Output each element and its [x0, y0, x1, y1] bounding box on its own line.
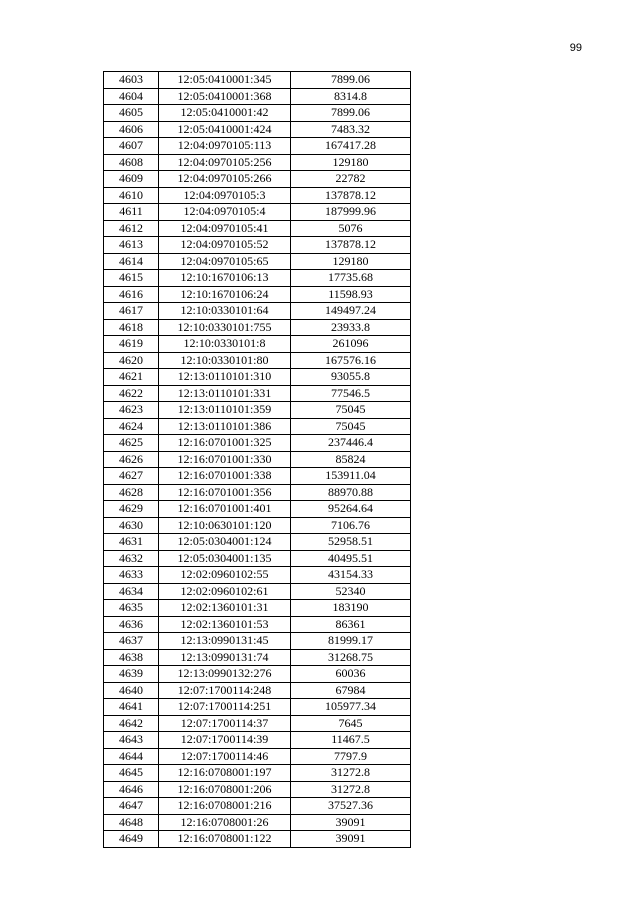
table-row: [104, 534, 411, 551]
cadastral-number-cell: 12:04:0970105:41: [159, 220, 291, 237]
value-cell: 22782: [291, 171, 411, 188]
value-cell: 39091: [291, 814, 411, 831]
value-cell: 43154.33: [291, 567, 411, 584]
row-number-cell: 4643: [104, 732, 159, 749]
cadastral-number-cell: 12:07:1700114:37: [159, 715, 291, 732]
table-row: [104, 649, 411, 666]
value-cell: 7797.9: [291, 748, 411, 765]
row-number-cell: 4633: [104, 567, 159, 584]
cadastral-number-cell: 12:16:0701001:325: [159, 435, 291, 452]
cadastral-number-cell: 12:13:0110101:386: [159, 418, 291, 435]
cadastral-number-cell: 12:04:0970105:113: [159, 138, 291, 155]
row-number-cell: 4621: [104, 369, 159, 386]
table-row: [104, 385, 411, 402]
cadastral-number-cell: 12:02:1360101:53: [159, 616, 291, 633]
table-row: [104, 765, 411, 782]
row-number-cell: 4605: [104, 105, 159, 122]
table-row: [104, 204, 411, 221]
table-row: [104, 237, 411, 254]
table-body: [104, 72, 411, 848]
table-row: [104, 831, 411, 848]
value-cell: 7483.32: [291, 121, 411, 138]
value-cell: 60036: [291, 666, 411, 683]
row-number-cell: 4628: [104, 484, 159, 501]
table-row: [104, 286, 411, 303]
cadastral-number-cell: 12:04:0970105:3: [159, 187, 291, 204]
value-cell: 5076: [291, 220, 411, 237]
row-number-cell: 4617: [104, 303, 159, 320]
row-number-cell: 4603: [104, 72, 159, 89]
row-number-cell: 4632: [104, 550, 159, 567]
table-row: [104, 154, 411, 171]
table-row: [104, 798, 411, 815]
row-number-cell: 4640: [104, 682, 159, 699]
cadastral-number-cell: 12:05:0410001:424: [159, 121, 291, 138]
cadastral-number-cell: 12:04:0970105:4: [159, 204, 291, 221]
row-number-cell: 4618: [104, 319, 159, 336]
value-cell: 167576.16: [291, 352, 411, 369]
table-row: [104, 732, 411, 749]
table-row: [104, 303, 411, 320]
cadastral-number-cell: 12:13:0110101:331: [159, 385, 291, 402]
table-row: [104, 72, 411, 89]
cadastral-number-cell: 12:07:1700114:251: [159, 699, 291, 716]
table-row: [104, 468, 411, 485]
row-number-cell: 4607: [104, 138, 159, 155]
value-cell: 93055.8: [291, 369, 411, 386]
row-number-cell: 4613: [104, 237, 159, 254]
table-row: [104, 451, 411, 468]
row-number-cell: 4648: [104, 814, 159, 831]
cadastral-number-cell: 12:04:0970105:65: [159, 253, 291, 270]
value-cell: 31268.75: [291, 649, 411, 666]
cadastral-number-cell: 12:16:0708001:216: [159, 798, 291, 815]
cadastral-number-cell: 12:05:0304001:124: [159, 534, 291, 551]
cadastral-number-cell: 12:04:0970105:52: [159, 237, 291, 254]
cadastral-number-cell: 12:10:0330101:80: [159, 352, 291, 369]
table-row: [104, 501, 411, 518]
value-cell: 85824: [291, 451, 411, 468]
row-number-cell: 4649: [104, 831, 159, 848]
cadastral-number-cell: 12:13:0110101:359: [159, 402, 291, 419]
row-number-cell: 4634: [104, 583, 159, 600]
row-number-cell: 4638: [104, 649, 159, 666]
row-number-cell: 4610: [104, 187, 159, 204]
value-cell: 81999.17: [291, 633, 411, 650]
data-table: [103, 71, 411, 848]
row-number-cell: 4629: [104, 501, 159, 518]
cadastral-number-cell: 12:13:0990132:276: [159, 666, 291, 683]
row-number-cell: 4642: [104, 715, 159, 732]
value-cell: 67984: [291, 682, 411, 699]
table-row: [104, 171, 411, 188]
table-row: [104, 418, 411, 435]
value-cell: 95264.64: [291, 501, 411, 518]
row-number-cell: 4624: [104, 418, 159, 435]
table-row: [104, 138, 411, 155]
value-cell: 37527.36: [291, 798, 411, 815]
table-row: [104, 633, 411, 650]
table-row: [104, 699, 411, 716]
cadastral-number-cell: 12:05:0410001:345: [159, 72, 291, 89]
cadastral-number-cell: 12:02:0960102:61: [159, 583, 291, 600]
table-row: [104, 814, 411, 831]
value-cell: 17735.68: [291, 270, 411, 287]
cadastral-number-cell: 12:16:0701001:338: [159, 468, 291, 485]
value-cell: 11467.5: [291, 732, 411, 749]
row-number-cell: 4627: [104, 468, 159, 485]
value-cell: 7899.06: [291, 105, 411, 122]
row-number-cell: 4620: [104, 352, 159, 369]
value-cell: 8314.8: [291, 88, 411, 105]
row-number-cell: 4615: [104, 270, 159, 287]
cadastral-number-cell: 12:16:0708001:197: [159, 765, 291, 782]
cadastral-number-cell: 12:16:0701001:356: [159, 484, 291, 501]
page-number: 99: [569, 42, 582, 54]
row-number-cell: 4612: [104, 220, 159, 237]
value-cell: 153911.04: [291, 468, 411, 485]
table-row: [104, 517, 411, 534]
value-cell: 31272.8: [291, 781, 411, 798]
value-cell: 149497.24: [291, 303, 411, 320]
value-cell: 40495.51: [291, 550, 411, 567]
value-cell: 11598.93: [291, 286, 411, 303]
value-cell: 39091: [291, 831, 411, 848]
value-cell: 187999.96: [291, 204, 411, 221]
table-row: [104, 550, 411, 567]
value-cell: 88970.88: [291, 484, 411, 501]
table-row: [104, 319, 411, 336]
table-row: [104, 715, 411, 732]
cadastral-number-cell: 12:07:1700114:39: [159, 732, 291, 749]
table-row: [104, 352, 411, 369]
cadastral-number-cell: 12:05:0410001:42: [159, 105, 291, 122]
table-row: [104, 682, 411, 699]
cadastral-number-cell: 12:16:0708001:26: [159, 814, 291, 831]
table-row: [104, 253, 411, 270]
cadastral-number-cell: 12:10:1670106:13: [159, 270, 291, 287]
value-cell: 105977.34: [291, 699, 411, 716]
cadastral-number-cell: 12:10:0330101:8: [159, 336, 291, 353]
cadastral-number-cell: 12:04:0970105:266: [159, 171, 291, 188]
cadastral-number-cell: 12:10:0330101:64: [159, 303, 291, 320]
row-number-cell: 4641: [104, 699, 159, 716]
row-number-cell: 4614: [104, 253, 159, 270]
value-cell: 52958.51: [291, 534, 411, 551]
row-number-cell: 4645: [104, 765, 159, 782]
table-row: [104, 336, 411, 353]
row-number-cell: 4622: [104, 385, 159, 402]
table-row: [104, 187, 411, 204]
value-cell: 75045: [291, 402, 411, 419]
table-row: [104, 583, 411, 600]
cadastral-number-cell: 12:05:0304001:135: [159, 550, 291, 567]
value-cell: 77546.5: [291, 385, 411, 402]
value-cell: 137878.12: [291, 237, 411, 254]
cadastral-number-cell: 12:16:0708001:206: [159, 781, 291, 798]
row-number-cell: 4631: [104, 534, 159, 551]
table-row: [104, 105, 411, 122]
table-row: [104, 484, 411, 501]
cadastral-number-cell: 12:05:0410001:368: [159, 88, 291, 105]
cadastral-number-cell: 12:02:1360101:31: [159, 600, 291, 617]
table-row: [104, 748, 411, 765]
cadastral-number-cell: 12:16:0708001:122: [159, 831, 291, 848]
row-number-cell: 4616: [104, 286, 159, 303]
value-cell: 137878.12: [291, 187, 411, 204]
row-number-cell: 4630: [104, 517, 159, 534]
row-number-cell: 4619: [104, 336, 159, 353]
cadastral-number-cell: 12:10:0630101:120: [159, 517, 291, 534]
row-number-cell: 4626: [104, 451, 159, 468]
value-cell: 7899.06: [291, 72, 411, 89]
row-number-cell: 4637: [104, 633, 159, 650]
row-number-cell: 4606: [104, 121, 159, 138]
table-row: [104, 270, 411, 287]
cadastral-number-cell: 12:07:1700114:46: [159, 748, 291, 765]
value-cell: 261096: [291, 336, 411, 353]
table-row: [104, 121, 411, 138]
cadastral-number-cell: 12:13:0110101:310: [159, 369, 291, 386]
cadastral-number-cell: 12:16:0701001:330: [159, 451, 291, 468]
value-cell: 31272.8: [291, 765, 411, 782]
value-cell: 75045: [291, 418, 411, 435]
table-row: [104, 600, 411, 617]
value-cell: 237446.4: [291, 435, 411, 452]
value-cell: 7106.76: [291, 517, 411, 534]
row-number-cell: 4625: [104, 435, 159, 452]
table-row: [104, 567, 411, 584]
row-number-cell: 4636: [104, 616, 159, 633]
table-row: [104, 369, 411, 386]
value-cell: 129180: [291, 253, 411, 270]
row-number-cell: 4608: [104, 154, 159, 171]
row-number-cell: 4639: [104, 666, 159, 683]
value-cell: 7645: [291, 715, 411, 732]
value-cell: 167417.28: [291, 138, 411, 155]
table-row: [104, 402, 411, 419]
value-cell: 23933.8: [291, 319, 411, 336]
table-row: [104, 616, 411, 633]
row-number-cell: 4604: [104, 88, 159, 105]
row-number-cell: 4647: [104, 798, 159, 815]
cadastral-number-cell: 12:13:0990131:45: [159, 633, 291, 650]
cadastral-number-cell: 12:07:1700114:248: [159, 682, 291, 699]
row-number-cell: 4635: [104, 600, 159, 617]
row-number-cell: 4623: [104, 402, 159, 419]
cadastral-number-cell: 12:13:0990131:74: [159, 649, 291, 666]
value-cell: 86361: [291, 616, 411, 633]
cadastral-number-cell: 12:02:0960102:55: [159, 567, 291, 584]
table-row: [104, 435, 411, 452]
value-cell: 129180: [291, 154, 411, 171]
table-row: [104, 220, 411, 237]
value-cell: 52340: [291, 583, 411, 600]
row-number-cell: 4646: [104, 781, 159, 798]
cadastral-number-cell: 12:10:1670106:24: [159, 286, 291, 303]
row-number-cell: 4611: [104, 204, 159, 221]
cadastral-number-cell: 12:04:0970105:256: [159, 154, 291, 171]
row-number-cell: 4609: [104, 171, 159, 188]
table-row: [104, 781, 411, 798]
cadastral-number-cell: 12:10:0330101:755: [159, 319, 291, 336]
row-number-cell: 4644: [104, 748, 159, 765]
value-cell: 183190: [291, 600, 411, 617]
table-row: [104, 88, 411, 105]
cadastral-number-cell: 12:16:0701001:401: [159, 501, 291, 518]
table-row: [104, 666, 411, 683]
